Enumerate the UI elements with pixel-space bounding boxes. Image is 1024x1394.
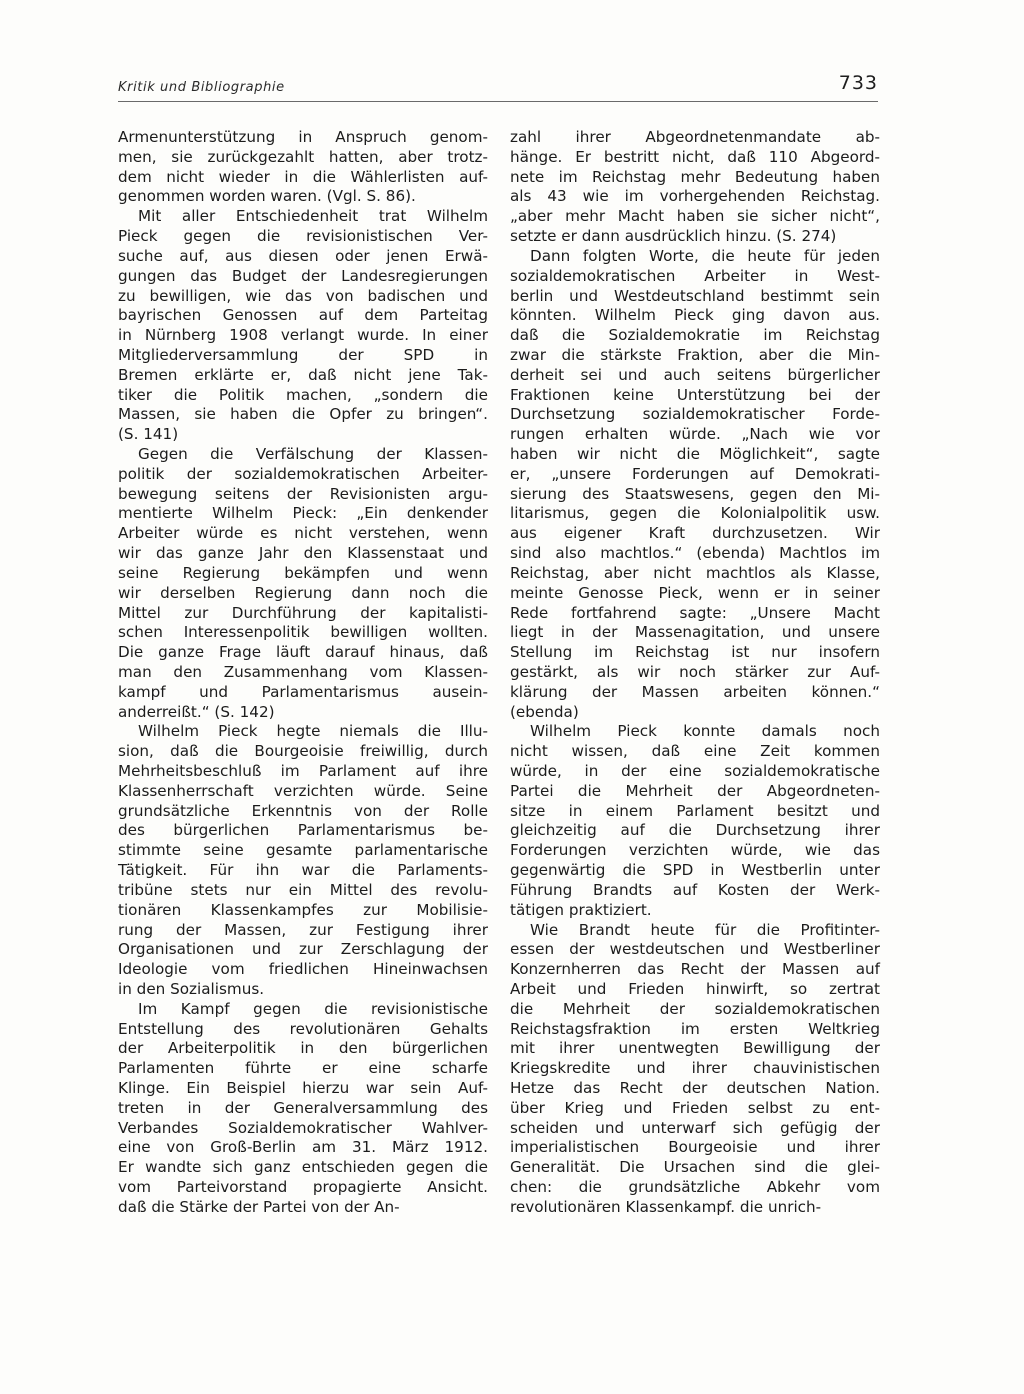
text-line: Durchsetzung sozialdemokratischer Forde- xyxy=(510,405,880,424)
text-line: Arbeiter würde es nicht verstehen, wenn xyxy=(118,524,488,543)
text-line: setzte er dann ausdrücklich hinzu. (S. 274) xyxy=(510,227,837,246)
text-line: seine Regierung bekämpfen und wenn xyxy=(118,563,488,582)
text-line: Fraktionen keine Unterstützung bei der xyxy=(510,385,880,404)
text-line: stimmte seine gesamte parlamentarische xyxy=(118,841,488,860)
text-line: kampf und Parlamentarismus ausein- xyxy=(118,682,488,701)
text-line: als 43 wie im vorhergehenden Reichstag. xyxy=(510,187,880,206)
text-line: über Krieg und Frieden selbst zu ent- xyxy=(510,1098,880,1117)
text-line: aus eigener Kraft durchzusetzen. Wir xyxy=(510,524,880,543)
text-line: Klinge. Ein Beispiel hierzu war sein Auf- xyxy=(118,1079,488,1097)
text-line: des bürgerlichen Parlamentarismus be- xyxy=(118,821,488,840)
text-line: Stellung im Reichstag ist nur insofern xyxy=(510,643,880,662)
text-line: nicht wissen, daß eine Zeit kommen xyxy=(510,742,880,761)
text-line: zu bewilligen, wie das von badischen und xyxy=(118,286,488,305)
text-line: Hetze das Recht der deutschen Nation. xyxy=(510,1079,880,1097)
text-line: könnten. Wilhelm Pieck ging davon aus. xyxy=(510,306,880,325)
text-line: „aber mehr Macht haben sie sicher nicht“, xyxy=(510,207,880,226)
text-line: Reichstagsfraktion im ersten Weltkrieg xyxy=(510,1019,880,1038)
text-line: dem nicht wieder in die Wählerlisten auf- xyxy=(118,167,488,186)
text-line: man den Zusammenhang vom Klassen- xyxy=(118,662,488,681)
text-line: meinte Genosse Pieck, wenn er in seiner xyxy=(510,583,880,602)
text-line: gungen das Budget der Landesregierungen xyxy=(118,266,488,285)
text-line: Wie Brandt heute für die Profitinter- xyxy=(530,920,880,939)
text-line: wir derselben Regierung dann noch die xyxy=(118,583,488,602)
text-line: Organisationen und zur Zerschlagung der xyxy=(118,940,488,959)
text-line: Mitgliederversammlung der SPD in xyxy=(118,345,488,364)
text-line: treten in der Generalversammlung des xyxy=(118,1098,488,1117)
text-line: politik der sozialdemokratischen Arbeiter- xyxy=(118,464,488,483)
text-line: Parlamenten führte er eine scharfe xyxy=(118,1059,488,1078)
text-line: Mehrheitsbeschluß im Parlament auf ihre xyxy=(118,762,488,780)
text-line: Er wandte sich ganz entschieden gegen die xyxy=(118,1158,488,1177)
text-line: Bremen erklärte er, daß nicht jene Tak- xyxy=(118,365,488,384)
text-line: berlin und Westdeutschland bestimmt sein xyxy=(510,286,880,305)
page-number: 733 xyxy=(838,72,878,94)
text-line: tätigen praktiziert. xyxy=(510,900,652,919)
text-line: Verbandes Sozialdemokratischer Wahlver- xyxy=(118,1118,488,1137)
text-line: Tätigkeit. Für ihn war die Parlaments- xyxy=(118,861,488,880)
text-line: anderreißt.“ (S. 142) xyxy=(118,702,275,721)
text-line: Pieck gegen die revisionistischen Ver- xyxy=(118,227,488,246)
text-line: imperialistischen Bourgeoisie und ihrer xyxy=(510,1138,880,1157)
text-line: rung der Massen, zur Festigung ihrer xyxy=(118,920,488,939)
text-line: revolutionären Klassenkampf. die unrich- xyxy=(510,1197,822,1216)
text-line: Gegen die Verfälschung der Klassen- xyxy=(138,445,488,463)
text-line: derheit sei und auch seitens bürgerlicher xyxy=(510,365,880,384)
text-line: die Mehrheit der sozialdemokratischen xyxy=(510,999,880,1018)
page-header xyxy=(118,72,878,102)
text-line: essen der westdeutschen und Westberliner xyxy=(510,940,880,959)
text-line: Die ganze Frage läuft darauf hinaus, daß xyxy=(118,643,488,662)
text-line: Konzernherren das Recht der Massen auf xyxy=(510,960,880,979)
text-line: nete im Reichstag mehr Bedeutung haben xyxy=(510,167,880,186)
text-line: men, sie zurückgezahlt hatten, aber trotz- xyxy=(118,147,488,166)
text-line: Wilhelm Pieck konnte damals noch xyxy=(530,722,880,741)
text-line: gegenwärtig die SPD in Westberlin unter xyxy=(510,861,880,880)
text-line: in den Sozialismus. xyxy=(118,979,265,998)
text-line: zahl ihrer Abgeordnetenmandate ab- xyxy=(510,128,880,146)
text-line: chen: die grundsätzliche Abkehr vom xyxy=(510,1178,880,1197)
text-line: mit ihrer unentwegten Bewilligung der xyxy=(510,1039,880,1058)
text-line: suche auf, aus diesen oder jenen Erwä- xyxy=(118,246,488,265)
text-line: Arbeit und Frieden hinwirft, so zertrat xyxy=(510,979,880,998)
text-line: sierung des Staatswesens, gegen den Mi- xyxy=(510,484,880,503)
text-line: Partei die Mehrheit der Abgeordneten- xyxy=(510,781,880,800)
text-line: sind also machtlos.“ (ebenda) Machtlos im xyxy=(510,544,880,563)
text-line: Mit aller Entschiedenheit trat Wilhelm xyxy=(138,207,488,226)
text-line: Dann folgten Worte, die heute für jeden xyxy=(530,246,880,265)
text-line: Generalität. Die Ursachen sind die glei- xyxy=(510,1158,880,1177)
text-line: bayrischen Genossen auf dem Parteitag xyxy=(118,306,488,325)
text-line: litarismus, gegen die Kolonialpolitik usw. xyxy=(510,504,880,523)
text-line: tribüne stets nur ein Mittel des revolu- xyxy=(118,880,488,899)
text-line: Massen, sie haben die Opfer zu bringen“. xyxy=(118,405,488,424)
text-line: hänge. Er bestritt nicht, daß 110 Abgeord- xyxy=(510,147,880,166)
text-line: sion, daß die Bourgeoisie freiwillig, durch xyxy=(118,742,488,761)
text-line: Forderungen verzichten würde, wie das xyxy=(510,841,880,860)
text-line: würde, in der eine sozialdemokratische xyxy=(510,762,880,780)
text-line: daß die Sozialdemokratie im Reichstag xyxy=(510,326,880,345)
text-line: tiker die Politik machen, „sondern die xyxy=(118,385,488,404)
text-line: eine von Groß-Berlin am 31. März 1912. xyxy=(118,1138,488,1157)
text-line: bewegung seitens der Revisionisten argu- xyxy=(118,484,488,503)
running-head: Kritik und Bibliographie xyxy=(118,80,285,95)
text-line: Rede fortfahrend sagte: „Unsere Macht xyxy=(510,603,880,622)
text-line: zwar die stärkste Fraktion, aber die Min- xyxy=(510,345,880,364)
text-line: er, „unsere Forderungen auf Demokrati- xyxy=(510,464,880,483)
text-line: tionären Klassenkampfes zur Mobilisie- xyxy=(118,900,488,919)
text-line: (ebenda) xyxy=(510,702,579,721)
text-line: schen Interessenpolitik bewilligen wollten. xyxy=(118,623,488,642)
text-line: Im Kampf gegen die revisionistische xyxy=(138,999,488,1018)
left-column xyxy=(118,128,488,1218)
text-line: liegt in der Massenagitation, und unsere xyxy=(510,623,880,642)
right-column xyxy=(510,128,880,1218)
text-line: klärung der Massen arbeiten können.“ xyxy=(510,682,880,701)
text-line: Reichstag, aber nicht machtlos als Klasse, xyxy=(510,563,880,582)
text-line: in Nürnberg 1908 verlangt wurde. In einer xyxy=(118,326,488,345)
text-line: mentierte Wilhelm Pieck: „Ein denkender xyxy=(118,504,488,523)
text-line: rungen erhalten würde. „Nach wie vor xyxy=(510,425,880,444)
text-line: wir das ganze Jahr den Klassenstaat und xyxy=(118,544,488,563)
text-line: daß die Stärke der Partei von der An- xyxy=(118,1197,400,1216)
text-line: Klassenherrschaft verzichten würde. Seine xyxy=(118,781,488,800)
text-line: Wilhelm Pieck hegte niemals die Illu- xyxy=(138,722,488,741)
text-line: grundsätzliche Erkenntnis von der Rolle xyxy=(118,801,488,820)
text-line: genommen worden waren. (Vgl. S. 86). xyxy=(118,187,416,206)
text-line: Mittel zur Durchführung der kapitalisti- xyxy=(118,603,488,622)
text-line: haben wir nicht die Möglichkeit“, sagte xyxy=(510,445,880,463)
text-line: (S. 141) xyxy=(118,425,179,444)
text-line: Führung Brandts auf Kosten der Werk- xyxy=(510,880,880,899)
text-line: gestärkt, als wir noch stärker zur Auf- xyxy=(510,662,880,681)
text-line: Entstellung des revolutionären Gehalts xyxy=(118,1019,488,1038)
header-rule xyxy=(118,101,878,102)
text-line: scheiden und unterwarf sich gefügig der xyxy=(510,1118,880,1137)
text-line: sozialdemokratischen Arbeiter in West- xyxy=(510,266,880,285)
text-line: gleichzeitig auf die Durchsetzung ihrer xyxy=(510,821,880,840)
text-line: Ideologie vom friedlichen Hineinwachsen xyxy=(118,960,488,979)
text-line: sitze in einem Parlament besitzt und xyxy=(510,801,880,820)
text-line: vom Parteivorstand propagierte Ansicht. xyxy=(118,1178,488,1197)
text-line: der Arbeiterpolitik in den bürgerlichen xyxy=(118,1039,488,1058)
text-line: Kriegskredite und ihrer chauvinistischen xyxy=(510,1059,880,1078)
text-line: Armenunterstützung in Anspruch genom- xyxy=(118,128,488,146)
